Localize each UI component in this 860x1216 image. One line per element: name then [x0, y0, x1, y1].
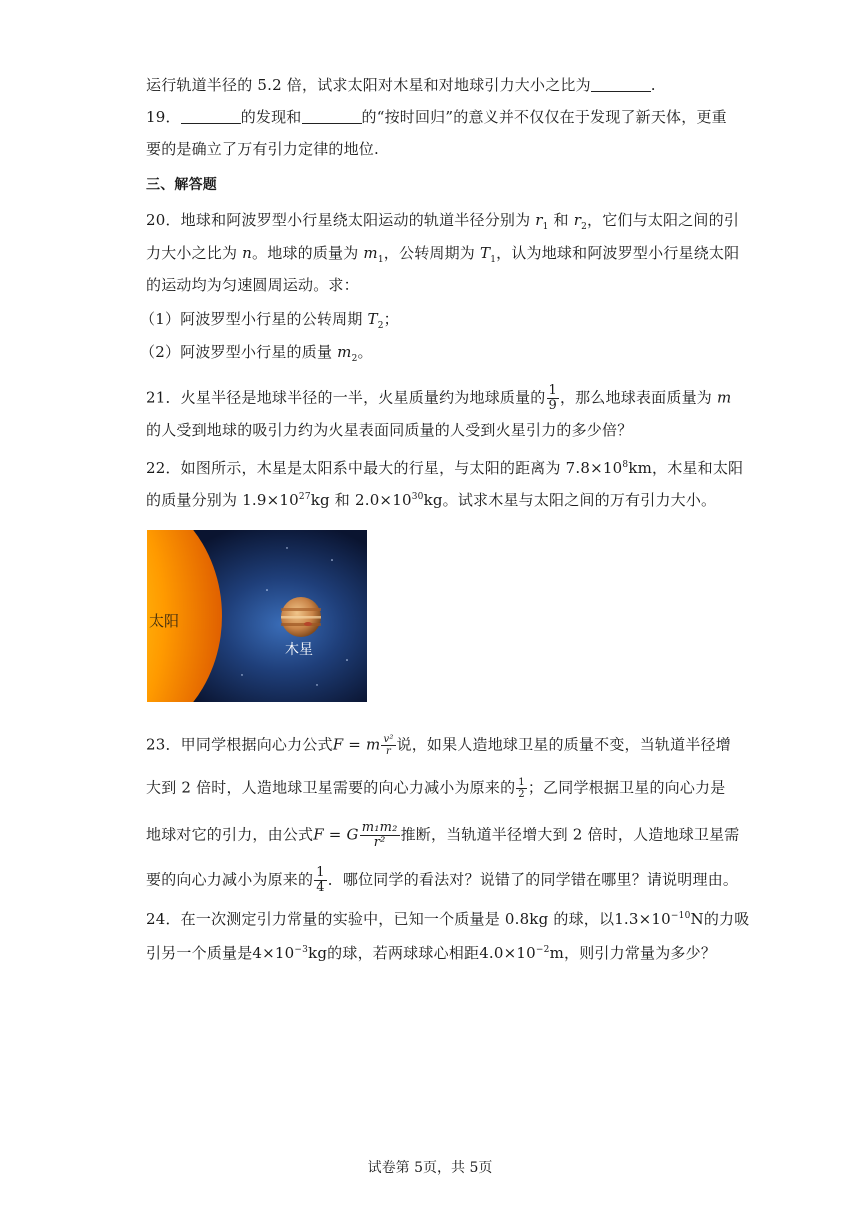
var-m: m	[716, 388, 732, 407]
q20-line-1	[146, 210, 739, 230]
exponent: 30	[411, 492, 424, 502]
exponent: 27	[298, 492, 311, 502]
sub-1: 1	[490, 255, 497, 265]
q24-line-2	[146, 943, 716, 963]
frac-num: 1	[518, 777, 525, 788]
q23-text: 地球对它的引力，由公式	[146, 825, 314, 844]
q23-text: 要的向心力减小为原来的	[146, 870, 314, 889]
q19-number: 19．	[146, 108, 181, 126]
q22-text: km，木星和太阳	[628, 459, 744, 477]
exponent: −3	[294, 945, 309, 955]
fraction-m1m2-over-r2	[360, 821, 400, 850]
frac-den: r	[386, 746, 391, 757]
q18-period: .	[650, 76, 656, 94]
sub-2: 2	[377, 321, 384, 331]
q23-line-1	[146, 734, 731, 757]
q22-line-1	[146, 458, 743, 478]
q20-part-text: ；	[383, 310, 399, 328]
q23-text: ；乙同学根据卫星的向心力是	[527, 778, 726, 797]
q21-text: 21．火星半径是地球半径的一半，火星质量约为地球质量的	[146, 388, 546, 407]
q20-line-3: 的运动均为匀速圆周运动。求：	[146, 276, 359, 294]
q23-text: ．哪位同学的看法对？说错了的同学错在哪里？请说明理由。	[327, 870, 739, 889]
exponent: 8	[622, 460, 629, 470]
q18-tail-line	[146, 75, 656, 95]
distance-value: 4.0×10	[479, 944, 536, 962]
q24-line-1	[146, 909, 749, 929]
answer-blank	[591, 77, 651, 92]
q23-text: 说，如果人造地球卫星的质量不变，当轨道半径增	[396, 735, 731, 754]
var-F: F	[332, 735, 344, 754]
q22-text: 22．如图所示，木星是太阳系中最大的行星，与太阳的距离为 7.8×10	[146, 459, 623, 477]
var-r2: r	[573, 211, 582, 229]
answer-blank	[181, 109, 241, 124]
q24-text: 的球，若两球球心相距	[327, 944, 480, 962]
q20-text: 力大小之比为	[146, 244, 243, 262]
q23-text: 大到 2 倍时，人造地球卫星需要的向心力减小为原来的	[146, 778, 516, 797]
q23-text: 23．甲同学根据向心力公式	[146, 735, 333, 754]
q24-text: 的力吸	[703, 910, 750, 928]
var-T2: T	[367, 310, 378, 328]
var-m2: m	[337, 343, 352, 361]
q21-line-2: 的人受到地球的吸引力约为火星表面同质量的人受到火星引力的多少倍？	[146, 421, 633, 439]
fraction-v2-over-r	[381, 734, 395, 757]
var-F: F	[313, 825, 324, 844]
frac-num: 1	[548, 383, 557, 398]
q21-line-1	[146, 384, 731, 413]
q20-text: 。地球的质量为	[252, 244, 364, 262]
exponent: −10	[670, 911, 691, 921]
fraction-one-quarter	[314, 866, 326, 895]
q20-text: 和	[548, 211, 574, 229]
jupiter-label: 木星	[285, 642, 313, 658]
equals: =	[343, 735, 367, 754]
sun-jupiter-figure	[147, 530, 367, 702]
fraction-one-ninth	[547, 384, 559, 413]
q19-line-2: 要的是确立了万有引力定律的地位.	[146, 140, 379, 158]
frac-den: r²	[373, 835, 386, 850]
q20-part-1	[140, 309, 399, 329]
q20-part-2	[140, 342, 373, 362]
unit: m	[549, 944, 565, 962]
sub-2: 2	[351, 354, 358, 364]
q20-part-text: （1）阿波罗型小行星的公转周期	[140, 310, 368, 328]
sun-label: 太阳	[149, 612, 180, 630]
fraction-one-half	[516, 777, 527, 800]
q20-text: 20．地球和阿波罗型小行星绕太阳运动的轨道半径分别为	[146, 211, 536, 229]
frac-num: m₁m₂	[361, 820, 398, 835]
q22-text: kg。试求木星与太阳之间的万有引力大小。	[423, 491, 717, 509]
var-r1: r	[535, 211, 543, 229]
q24-text: ，则引力常量为多少？	[564, 944, 717, 962]
q22-text: 的质量分别为 1.9×10	[146, 491, 299, 509]
section-title: 三、解答题	[146, 177, 217, 193]
mass-value: 4×10	[252, 944, 295, 962]
q24-text: 引另一个质量是	[146, 944, 253, 962]
equals: =	[323, 825, 347, 844]
q23-line-2	[146, 777, 725, 800]
q19-text: 的“按时回归”的意义并不仅仅在于发现了新天体，更重	[361, 108, 727, 126]
frac-den: 9	[548, 398, 557, 413]
q20-line-2	[146, 243, 739, 263]
force-value: 1.3×10	[614, 910, 671, 928]
q20-part-text: 。	[357, 343, 373, 361]
var-G: G	[346, 825, 359, 844]
var-n: n	[242, 244, 253, 262]
q20-text: ，认为地球和阿波罗型小行星绕太阳	[496, 244, 740, 262]
sub-2: 2	[581, 222, 588, 232]
q22-text: kg 和 2.0×10	[310, 491, 412, 509]
sub-1: 1	[377, 255, 384, 265]
exponent: −2	[535, 945, 550, 955]
q20-text: ，公转周期为	[383, 244, 480, 262]
q21-text: ，那么地球表面质量为	[559, 388, 717, 407]
frac-den: 4	[316, 880, 325, 895]
q20-text: ，它们与太阳之间的引	[587, 211, 740, 229]
var-m1: m	[363, 244, 378, 262]
unit: kg	[308, 944, 328, 962]
q19-line-1	[146, 107, 727, 127]
q19-text: 的发现和	[240, 108, 302, 126]
var-m: m	[366, 735, 381, 754]
q22-line-2	[146, 490, 716, 510]
q24-text: 24．在一次测定引力常量的实验中，已知一个质量是 0.8kg 的球，以	[146, 910, 615, 928]
page-footer: 试卷第 5页，共 5页	[367, 1160, 493, 1176]
q18-text: 运行轨道半径的 5.2 倍，试求太阳对木星和对地球引力大小之比为	[146, 76, 591, 94]
q23-text: 推断，当轨道半径增大到 2 倍时，人造地球卫星需	[400, 825, 740, 844]
q23-line-3	[146, 821, 740, 850]
jupiter-shape	[281, 597, 321, 637]
frac-num: 1	[316, 865, 325, 880]
q23-line-4	[146, 866, 738, 895]
frac-num: v²	[383, 734, 394, 745]
unit: N	[690, 910, 704, 928]
answer-blank	[302, 109, 362, 124]
q20-part-text: （2）阿波罗型小行星的质量	[140, 343, 338, 361]
frac-den: 2	[518, 789, 525, 800]
var-T1: T	[479, 244, 491, 262]
sub-1: 1	[542, 222, 549, 232]
